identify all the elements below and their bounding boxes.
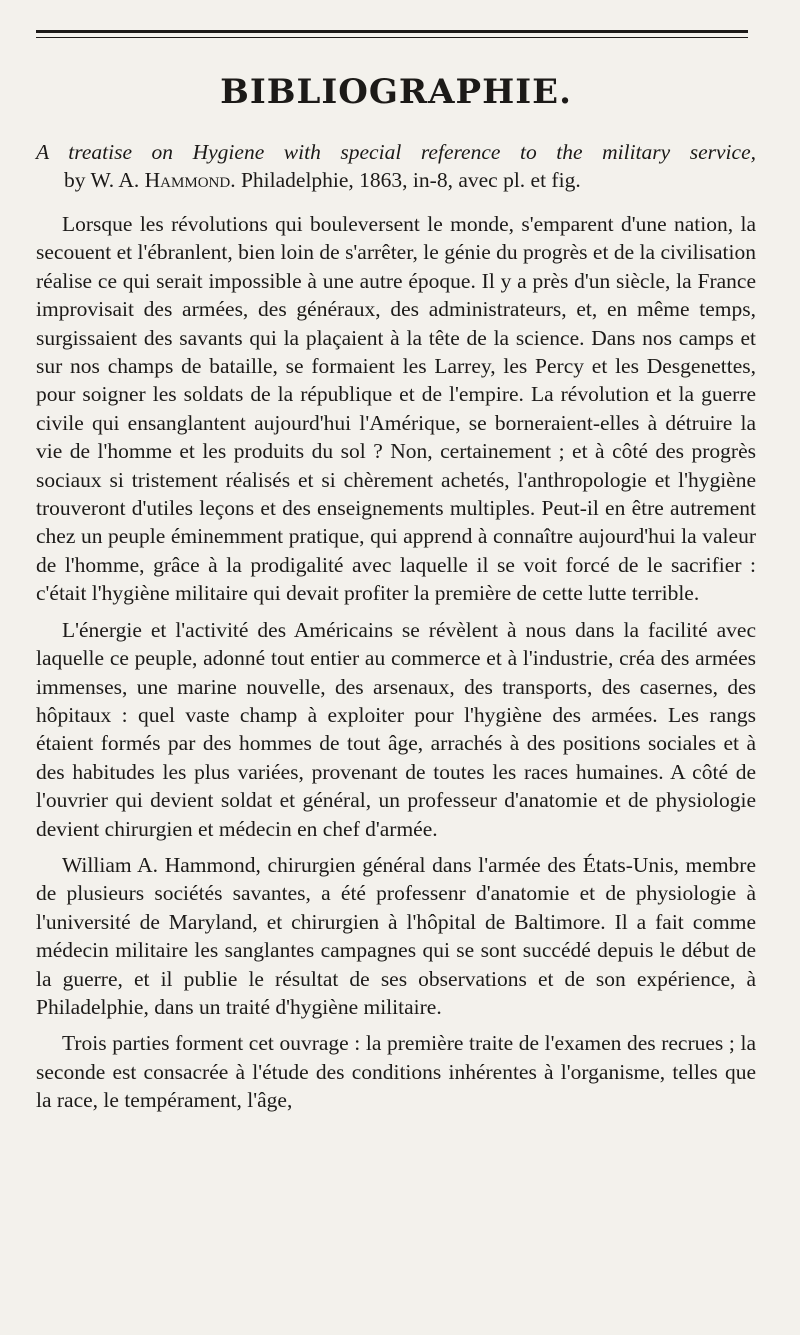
section-title: BIBLIOGRAPHIE. (220, 72, 572, 112)
book-details (36, 166, 756, 194)
book-publication: . Philadelphie, 1863, in-8, avec pl. et fig. (230, 168, 581, 192)
paragraph-4: Trois parties forment cet ouvrage : la première traite de l'examen des recrues ; la seconde est consacrée à l'étude des conditions inhérentes à l'organisme, telles que la race, le tempérament, l'âge, (36, 1031, 756, 1113)
header-rule-thin (36, 37, 748, 38)
header-rule-thick (36, 30, 748, 33)
book-author: Hammond (144, 168, 231, 192)
paragraph-3: William A. Hammond, chirurgien général dans l'armée des États-Unis, membre de plusieurs sociétés savantes, a été professenr d'anatomie et de physiologie à l'université de Maryland, et chirurgien à l'hôpital de Baltimore. Il a fait comme médecin militaire les sanglantes campagnes qui se sont succédé depuis le début de la guerre, et il publie le résultat de ses observations et de son expérience, à Philadelphie, dans un traité d'hygiène militaire. (36, 852, 756, 1019)
book-by: by W. A. (64, 168, 145, 192)
paragraph-1: Lorsque les révolutions qui bouleversent le monde, s'emparent d'une nation, la secouent et l'ébranlent, bien loin de s'arrêter, le génie du progrès et de la civilisation réalise ce qui serait impossible à une autre époque. Il y a près d'un siècle, la France improvisait des armées, des généraux, des administrateurs, et, en même temps, surgissaient des savants qui la plaçaient à la tête de la science. Dans nos camps et sur nos champs de bataille, se formaient les Larrey, les Percy et les Desgenettes, pour soigner les soldats de la république et de l'empire. La révolution et la guerre civile qui ensanglantent aujourd'hui l'Amérique, se borneraient-elles à détruire la vie de l'homme et les produits du sol ? Non, certainement ; et à côté des progrès sociaux si tristement réalisés et si chèrement achetés, l'anthropologie et l'hygiène trouveront d'utiles leçons et des enseignements multiples. Peut-il en être autrement chez un peuple éminemment pratique, qui apprend à connaître aujourd'hui la valeur de l'homme, grâce à la prodigalité avec laquelle il se voit forcé de le sacrifier : c'était l'hygiène militaire qui devait profiter la première de cette lutte terrible. (36, 212, 756, 606)
book-title: A treatise on Hygiene with special reference to the military service, (36, 140, 756, 164)
paragraph-2: L'énergie et l'activité des Américains se révèlent à nous dans la facilité avec laquelle ce peuple, adonné tout entier au commerce et à l'industrie, créa des armées immenses, une marine nouvelle, des arsenaux, des transports, des casernes, des hôpitaux : quel vaste champ à exploiter pour l'hygiène des armées. Les rangs étaient formés par des hommes de tout âge, arrachés à des positions sociales et à des habitudes les plus variées, provenant de toutes les races humaines. A côté de l'ouvrier qui devient soldat et général, un professeur d'anatomie et de physiologie devient chirurgien et médecin en chef d'armée. (36, 617, 756, 841)
book-reference (36, 138, 756, 194)
